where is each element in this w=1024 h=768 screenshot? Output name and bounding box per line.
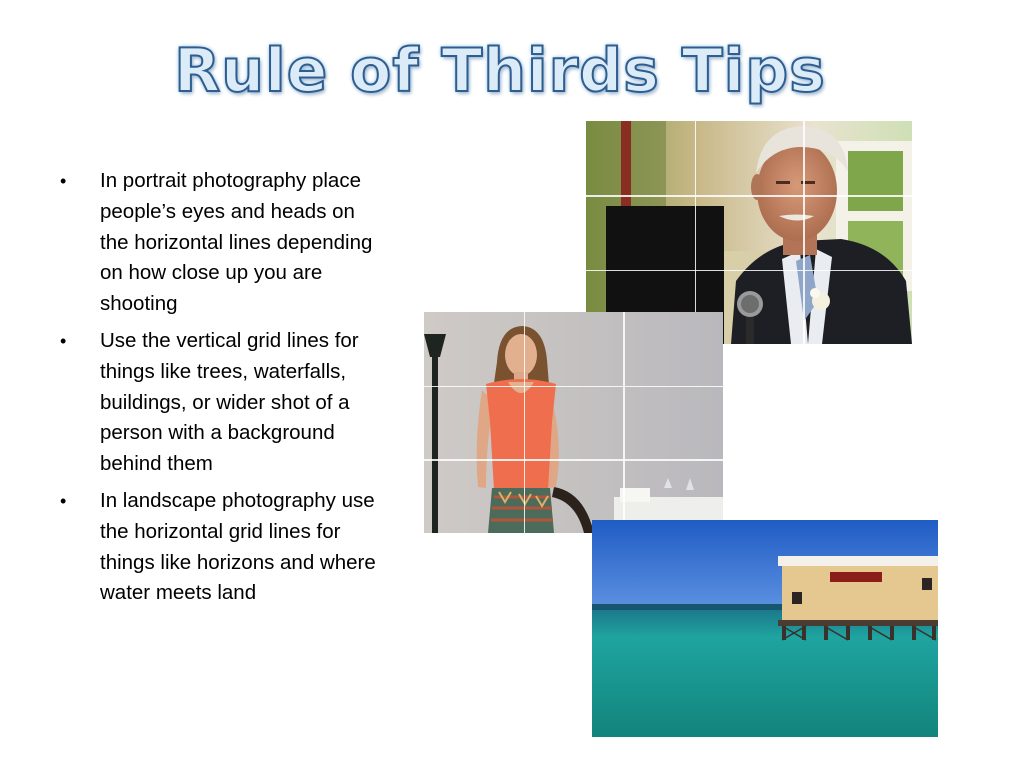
bullet-item	[56, 326, 386, 480]
bullet-marker: •	[60, 330, 67, 351]
bullet-item	[56, 486, 386, 609]
bullet-item	[56, 166, 386, 320]
landscape-photo	[592, 520, 938, 737]
bullet-marker: •	[60, 171, 67, 191]
bullet-marker: •	[60, 490, 67, 511]
slide-title: Rule of Thirds Tips	[174, 36, 826, 106]
bullet-text: Use the vertical grid lines for things like trees, waterfalls, buildings, or wider shot of a person with a background behind them	[100, 328, 359, 476]
portrait-photo-woman	[424, 312, 723, 533]
bullet-text: In landscape photography use the horizontal grid lines for things like horizons and where water meets land	[100, 488, 376, 605]
bullet-list	[56, 166, 386, 615]
bullet-text: In portrait photography place people’s eyes and heads on the horizontal lines depending on how close up you are shooting	[100, 169, 373, 316]
portrait-photo-man	[586, 121, 912, 344]
